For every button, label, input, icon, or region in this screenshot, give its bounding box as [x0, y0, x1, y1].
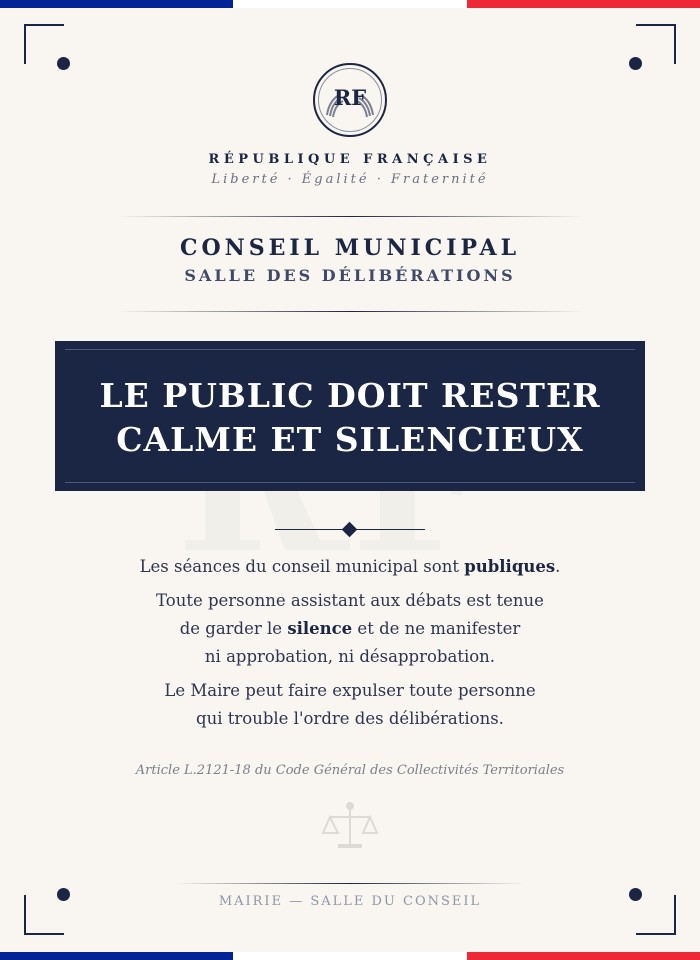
- seal-text: RF: [333, 85, 367, 110]
- corner-bracket: [636, 24, 676, 64]
- rf-seal-logo: [313, 63, 387, 137]
- corner-dot: [57, 57, 70, 70]
- legal-citation: Article L.2121-18 du Code Général des Collectivités Territoriales: [135, 763, 565, 778]
- footer-label: MAIRIE — SALLE DU CONSEIL: [218, 894, 482, 909]
- republic-title: RÉPUBLIQUE FRANÇAISE: [208, 152, 492, 167]
- divider: [118, 311, 584, 312]
- notice-heading: LE PUBLIC DOIT RESTER CALME ET SILENCIEUX: [99, 376, 601, 459]
- divider: [118, 216, 584, 217]
- motto: Liberté · Égalité · Fraternité: [211, 172, 489, 187]
- notice-banner: [55, 341, 645, 491]
- divider: [175, 883, 525, 884]
- room-subtitle: SALLE DES DÉLIBÉRATIONS: [184, 266, 516, 285]
- council-title: CONSEIL MUNICIPAL: [179, 235, 521, 261]
- flag-stripe-top: [0, 0, 700, 8]
- notice-body: Les séances du conseil municipal sont publiques. Toute personne assistant aux débats est tenue de garder le silence et de ne manifester ni approbation, ni désapprobation. Le Maire peut faire expulser toute personne qui trouble l'ordre des délibérations.: [139, 557, 561, 728]
- corner-dot: [629, 57, 642, 70]
- scales-of-justice-icon: [320, 800, 380, 852]
